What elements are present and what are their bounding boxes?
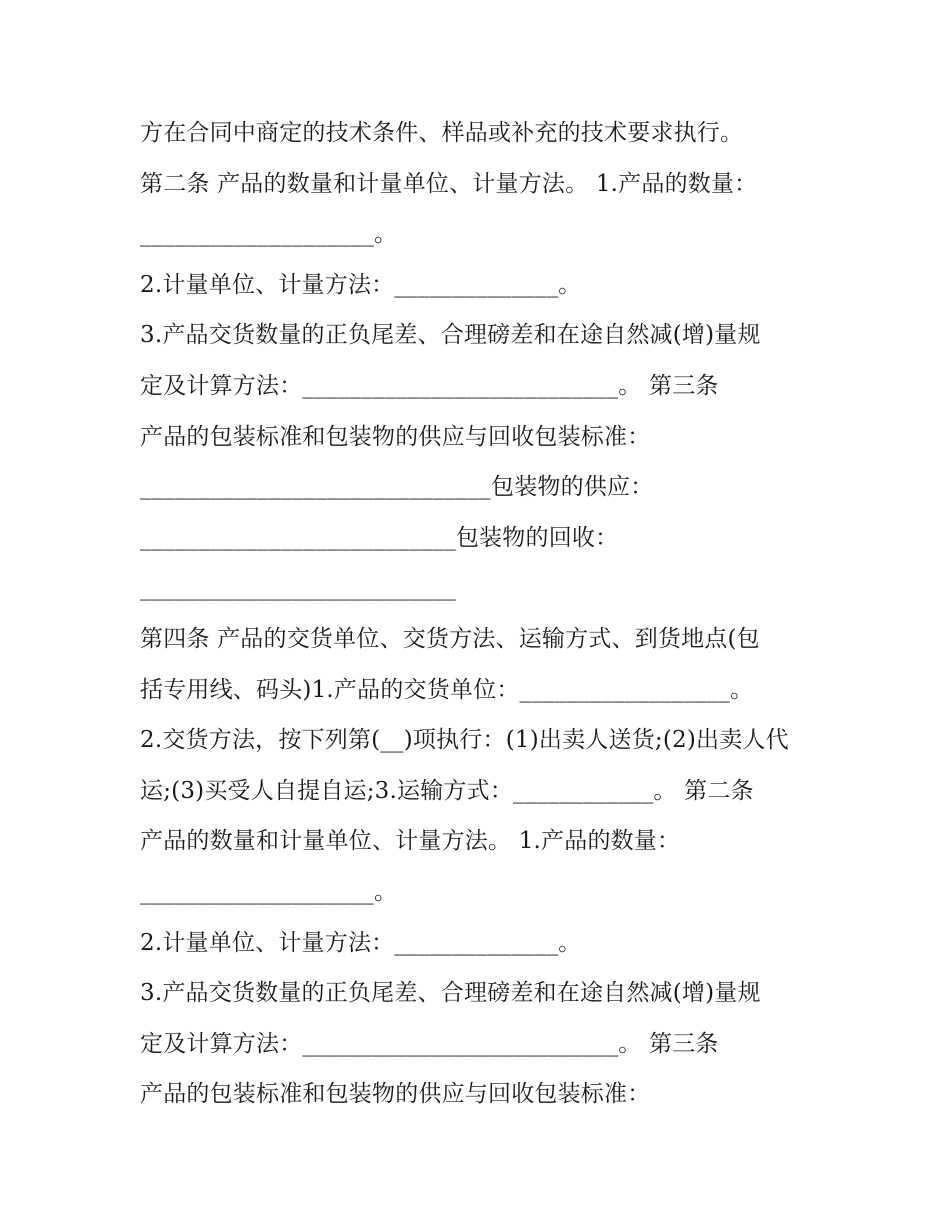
text-line: ___________________________ — [140, 575, 456, 602]
text-line: 产品的包装标准和包装物的供应与回收包装标准： — [140, 1081, 651, 1108]
text-line: 2.计量单位、计量方法：______________。 — [140, 929, 582, 956]
text-line: 2.交货方法，按下列第(__)项执行：(1)出卖人送货;(2)出卖人代 — [140, 727, 789, 754]
text-line: 第二条 产品的数量和计量单位、计量方法。 1.产品的数量： — [140, 170, 758, 197]
text-line: 产品的包装标准和包装物的供应与回收包装标准： — [140, 423, 651, 450]
text-line: 第四条 产品的交货单位、交货方法、运输方式、到货地点(包 — [140, 625, 760, 652]
text-line: 3.产品交货数量的正负尾差、合理磅差和在途自然减(增)量规 — [140, 322, 761, 349]
text-line: 括专用线、码头)1.产品的交货单位：__________________。 — [140, 676, 754, 703]
text-line: ______________________________包装物的供应： — [140, 474, 654, 501]
text-line: 方在合同中商定的技术条件、样品或补充的技术要求执行。 — [140, 120, 744, 146]
text-line: 定及计算方法：___________________________。 第三条 — [140, 372, 719, 399]
text-line: ____________________。 — [140, 878, 398, 905]
text-line: ___________________________包装物的回收： — [140, 524, 619, 551]
text-line: 定及计算方法：___________________________。 第三条 — [140, 1030, 719, 1057]
text-line: ____________________。 — [140, 221, 398, 248]
text-line: 2.计量单位、计量方法：______________。 — [140, 271, 582, 298]
text-line: 3.产品交货数量的正负尾差、合理磅差和在途自然减(增)量规 — [140, 980, 761, 1007]
text-line: 运;(3)买受人自提自运;3.运输方式：____________。 第二条 — [140, 777, 754, 804]
document-body — [140, 108, 820, 1120]
text-line: 产品的数量和计量单位、计量方法。 1.产品的数量： — [140, 828, 681, 855]
